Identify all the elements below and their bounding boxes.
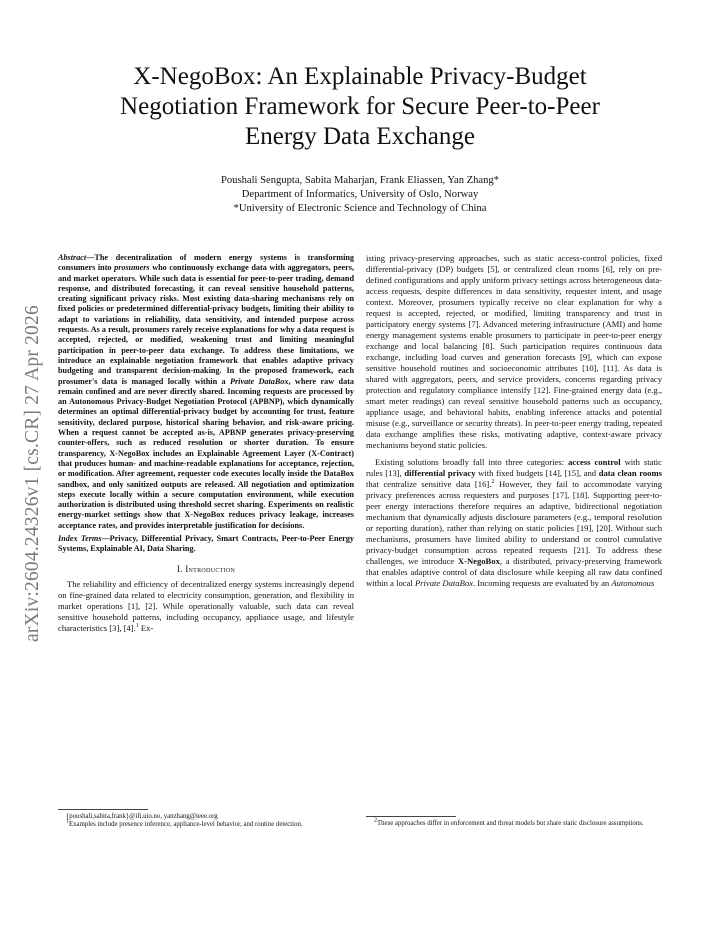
- footnote-emails: {poushali,sabita,frank}@ifi.uio.no, yanzhang@ieee.org: [66, 813, 218, 820]
- affiliation-uestc: *University of Electronic Science and Technology of China: [233, 203, 487, 214]
- arxiv-identifier-stamp: arXiv:2604.24326v1 [cs.CR] 27 Apr 2026: [22, 305, 43, 642]
- footnotes-left: [58, 813, 354, 830]
- right-column: [366, 253, 662, 589]
- intro-paragraph-1: The reliability and efficiency of decentralized energy systems increasingly depend on fine-grained data related to electricity consumption, generation, and flexibility in market operations [1], [2]. While operationally valuable, such data can reveal sensitive household patterns, including occupancy, appliance usage, and lifestyle characteristics [3], [4].$^1$ Ex-: [58, 578, 354, 633]
- abstract: [58, 253, 354, 531]
- footnote-rule-left: [58, 809, 148, 810]
- footnote-2: $^2$These approaches differ in enforcement and threat models but share static disclosure assumptions.: [374, 817, 644, 827]
- intro-paragraph-2: Existing solutions broadly fall into three categories: access control with static rules [13], differential privacy with fixed budgets [14], [15], and data clean rooms that centralize sensitive data [16].$^2$ However, they fail to accommodate varying privacy preferences across requesters and purposes [17], [18]. Supporting peer-to-peer energy interactions therefore requires an adaptive, bidirectional negotiation mechanism that dynamically adjusts disclosure parameters (e.g., temporal resolution or reporting duration), rather than relying on static policies [19], [20]. Without such mechanisms, prosumers have limited ability to understand or control cumulative privacy-budget consumption across repeated requests [21]. To address these challenges, we introduce X-NegoBox, a distributed, privacy-preserving framework that enables adaptive control of data disclosure while keeping all raw data confined within a local Private DataBox. Incoming requests are evaluated by an Autonomous: [366, 457, 663, 588]
- author-block: [60, 174, 660, 216]
- abstract-label: Abstract: [58, 253, 87, 262]
- index-terms: [58, 534, 354, 555]
- paper-title: [60, 62, 660, 152]
- section-heading-introduction: I. Introduction: [176, 563, 236, 574]
- index-terms-text: —Privacy, Differential Privacy, Smart Contracts, Peer-to-Peer Energy Systems, Explainable AI, Data Sharing.: [58, 534, 354, 554]
- affiliation-oslo: Department of Informatics, University of Oslo, Norway: [241, 189, 479, 200]
- footnotes-right: [366, 817, 662, 828]
- title-line-2: Negotiation Framework for Secure Peer-to-Peer: [120, 93, 600, 120]
- title-line-1: X-NegoBox: An Explainable Privacy-Budget: [133, 63, 587, 90]
- footnote-rule-right: [366, 816, 456, 817]
- title-line-3: Energy Data Exchange: [245, 123, 475, 150]
- left-column: [58, 253, 354, 634]
- author-names: Poushali Sengupta, Sabita Maharjan, Frank Eliassen, Yan Zhang*: [220, 175, 500, 186]
- index-terms-label: Index Terms: [58, 534, 102, 544]
- abstract-text: —The decentralization of modern energy systems is transforming consumers into prosumers who continuously exchange data with aggregators, peers, and market operators. While such data is essential for peer-to-peer trading, demand response, and distributed forecasting, it can reveal sensitive household patterns, creating significant privacy risks. Most existing data-sharing mechanisms rely on fixed policies or predetermined differential-privacy budgets, limiting their ability to adapt to variations in reliability, data sensitivity, and intended purpose across requests. As a result, prosumers rarely receive explanations for why a data request is accepted, rejected, or modified, weakening trust and limiting meaningful participation in peer-to-peer data exchange. To address these limitations, we introduce an explainable negotiation framework that enables adaptive privacy budgeting and transparent decision-making. In the proposed framework, each prosumer's data is managed locally within a Private DataBox, where raw data remain confined and are never directly shared. Incoming requests are processed by an Autonomous Privacy-Budget Negotiation Protocol (APBNP), which dynamically determines an optimal differential-privacy budget by accounting for trust, feature sensitivity, declared purpose, historical sharing behavior, and risk-aware pricing. When a request cannot be accepted as-is, APBNP generates privacy-preserving counter-offers, such as reduced resolution or shorter duration. To ensure transparency, X-NegoBox includes an Explainable Agreement Layer (X-Contract) that produces human- and machine-readable explanations for acceptance, rejection, or modification. After agreement, requester code executes locally inside the DataBox sandbox, and only sanitized outputs are released. All negotiation and optimization steps execute locally within a secure computation environment, while execution authorization is distributed using threshold secret sharing. Experiments on realistic energy-market settings show that X-NegoBox reduces privacy leakage, increases acceptance rates, and provides interpretable justification for decisions.: [58, 253, 355, 530]
- intro-paragraph-continued: isting privacy-preserving approaches, such as static access-control policies, fixed differential-privacy (DP) budgets [5], or centralized clean rooms [6], rely on pre-defined configurations and apply uniform privacy settings across heterogeneous data-access requests, despite differences in data sensitivity, requester intent, and usage context. Moreover, prosumers typically receive no clear explanation for why a request is accepted, rejected, or modified, limiting transparency and trust in participatory energy systems [7]. Advanced metering infrastructure (AMI) and home energy management systems enable prosumers to participate in peer-to-peer energy exchange and local balancing [8]. Such participation requires continuous data exchange, including load curves and generation forecasts [9], which can expose sensitive household routines and socioeconomic attributes [10], [11]. As data is shared with aggregators, peers, and service providers, concerns regarding privacy protection and regulatory compliance intensify [12]. Fine-grained energy data (e.g., smart meter readings) can reveal sensitive household patterns such as occupancy, appliance usage, and behavioral habits, enabling inference attacks and potential misuse (e.g., surveillance or security threats). In peer-to-peer energy trading, repeated data exchange amplifies these risks, motivating adaptive, context-aware privacy mechanisms beyond static policies.: [366, 253, 662, 450]
- footnote-1: $^1$Examples include presence inference, appliance-level behavior, and routine detection.: [66, 819, 303, 829]
